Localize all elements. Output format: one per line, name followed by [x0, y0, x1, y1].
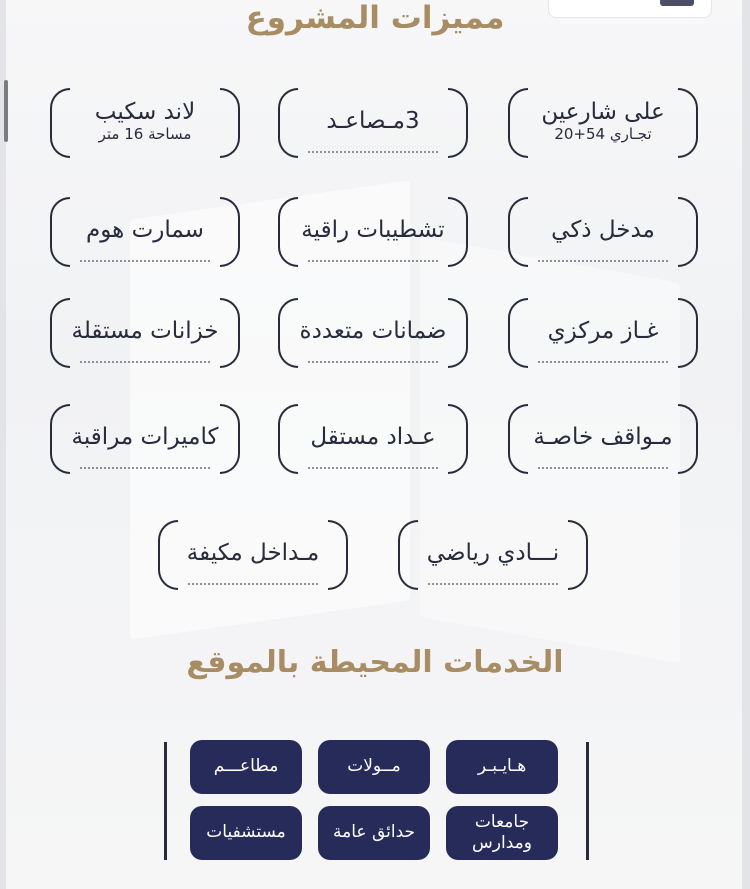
features-title: مميزات المشروع	[245, 0, 505, 36]
services-divider-left	[164, 742, 167, 860]
feature-central-gas	[508, 298, 698, 366]
feature-title: غـاز مركزي	[547, 317, 659, 344]
dotted-underline	[308, 151, 438, 153]
feature-two-streets	[508, 88, 698, 156]
dotted-underline	[308, 467, 438, 469]
feature-ac-entrances	[158, 520, 348, 588]
feature-title: تشطيبات راقية	[301, 216, 445, 243]
feature-title: عـداد مستقل	[310, 423, 436, 450]
feature-label	[292, 298, 454, 364]
feature-label	[64, 298, 226, 364]
feature-elevators	[278, 88, 468, 156]
feature-tanks	[50, 298, 240, 366]
feature-label	[172, 520, 334, 586]
dotted-underline	[308, 361, 438, 363]
feature-meter	[278, 404, 468, 472]
feature-label	[292, 404, 454, 470]
dotted-underline	[80, 467, 210, 469]
feature-title: على شارعين	[541, 98, 665, 125]
dotted-underline	[538, 361, 668, 363]
service-hyper: هـايـبـر	[446, 740, 558, 794]
feature-landscape	[50, 88, 240, 156]
feature-label	[522, 197, 684, 263]
services-title: الخدمات المحيطة بالموقع	[186, 645, 564, 680]
feature-title: مدخل ذكي	[551, 216, 655, 243]
feature-title: كاميرات مراقبة	[71, 423, 219, 450]
feature-label	[64, 404, 226, 470]
feature-title: سمارت هوم	[86, 216, 204, 243]
feature-label	[64, 88, 226, 154]
feature-title: مـداخل مكيفة	[186, 539, 320, 566]
feature-guarantees	[278, 298, 468, 366]
services-divider-right	[586, 742, 589, 860]
feature-subtitle: مساحة 16 متر	[98, 125, 192, 144]
dotted-underline	[80, 361, 210, 363]
dotted-underline	[308, 260, 438, 262]
dotted-underline	[428, 583, 558, 585]
dotted-underline	[188, 583, 318, 585]
frame-edge-right	[742, 0, 750, 889]
feature-cameras	[50, 404, 240, 472]
feature-title: لاند سكيب	[94, 98, 196, 125]
feature-label	[412, 520, 574, 586]
feature-label	[522, 404, 684, 470]
feature-label	[522, 298, 684, 364]
service-restaurants: مطاعـــم	[190, 740, 302, 794]
dotted-underline	[80, 260, 210, 262]
feature-title: ضمانات متعددة	[299, 317, 447, 344]
feature-gym	[398, 520, 588, 588]
feature-subtitle: تجـاري 54+20	[554, 125, 652, 144]
service-malls: مــولات	[318, 740, 430, 794]
feature-label	[64, 197, 226, 263]
feature-title: نـــادي رياضي	[426, 539, 560, 566]
dotted-underline	[538, 260, 668, 262]
feature-smart-home	[50, 197, 240, 265]
feature-finishes	[278, 197, 468, 265]
scrollbar-thumb[interactable]	[4, 80, 8, 142]
feature-parking	[508, 404, 698, 472]
feature-title: خزانات مستقلة	[71, 317, 219, 344]
feature-label	[292, 197, 454, 263]
feature-smart-entrance	[508, 197, 698, 265]
feature-label	[522, 88, 684, 154]
service-public-parks: حدائق عامة	[318, 806, 430, 860]
service-universities-schools: جامعات ومدارس	[446, 806, 558, 860]
feature-label	[292, 88, 454, 154]
dotted-underline	[538, 467, 668, 469]
feature-title: 3مـصاعـد	[326, 107, 420, 134]
service-hospitals: مستشفيات	[190, 806, 302, 860]
feature-title: مـواقف خاصـة	[533, 423, 673, 450]
